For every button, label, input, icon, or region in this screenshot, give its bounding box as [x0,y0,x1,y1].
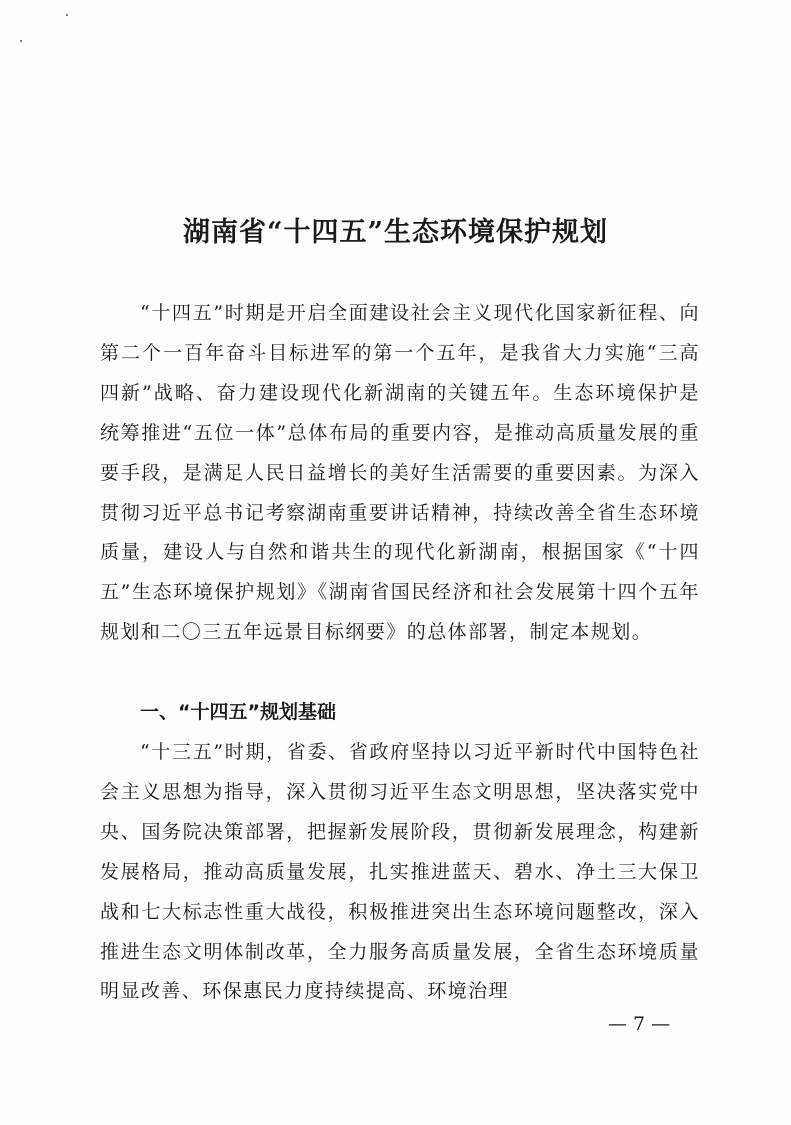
intro-paragraph: “十四五”时期是开启全面建设社会主义现代化国家新征程、向第二个一百年奋斗目标进军的第一个五年，是我省大力实施“三高四新”战略、奋力建设现代化新湖南的关键五年。生态环境保护是统筹推进“五位一体”总体布局的重要内容，是推动高质量发展的重要手段，是满足人民日益增长的美好生活需要的重要因素。为深入贯彻习近平总书记考察湖南重要讲话精神，持续改善全省生态环境质量，建设人与自然和谐共生的现代化新湖南，根据国家《“十四五”生态环境保护规划》《湖南省国民经济和社会发展第十四个五年规划和二〇三五年远景目标纲要》的总体部署，制定本规划。 [100,302,700,644]
page-number: — 7 — [608,1013,671,1035]
section-heading: 一、“十四五”规划基础 [140,701,336,723]
body-paragraph: “十三五”时期，省委、省政府坚持以习近平新时代中国特色社会主义思想为指导，深入贯彻习近平生态文明思想，坚决落实党中央、国务院决策部署，把握新发展阶段，贯彻新发展理念，构建新发展格局，推动高质量发展，扎实推进蓝天、碧水、净土三大保卫战和七大标志性重大战役，积极推进突出生态环境问题整改，深入推进生态文明体制改革，全力服务高质量发展，全省生态环境质量明显改善、环保惠民力度持续提高、环境治理 [100,741,700,1003]
document-title: 湖南省“十四五”生态环境保护规划 [182,217,609,248]
scan-speck [20,40,22,42]
scan-speck [66,14,68,16]
